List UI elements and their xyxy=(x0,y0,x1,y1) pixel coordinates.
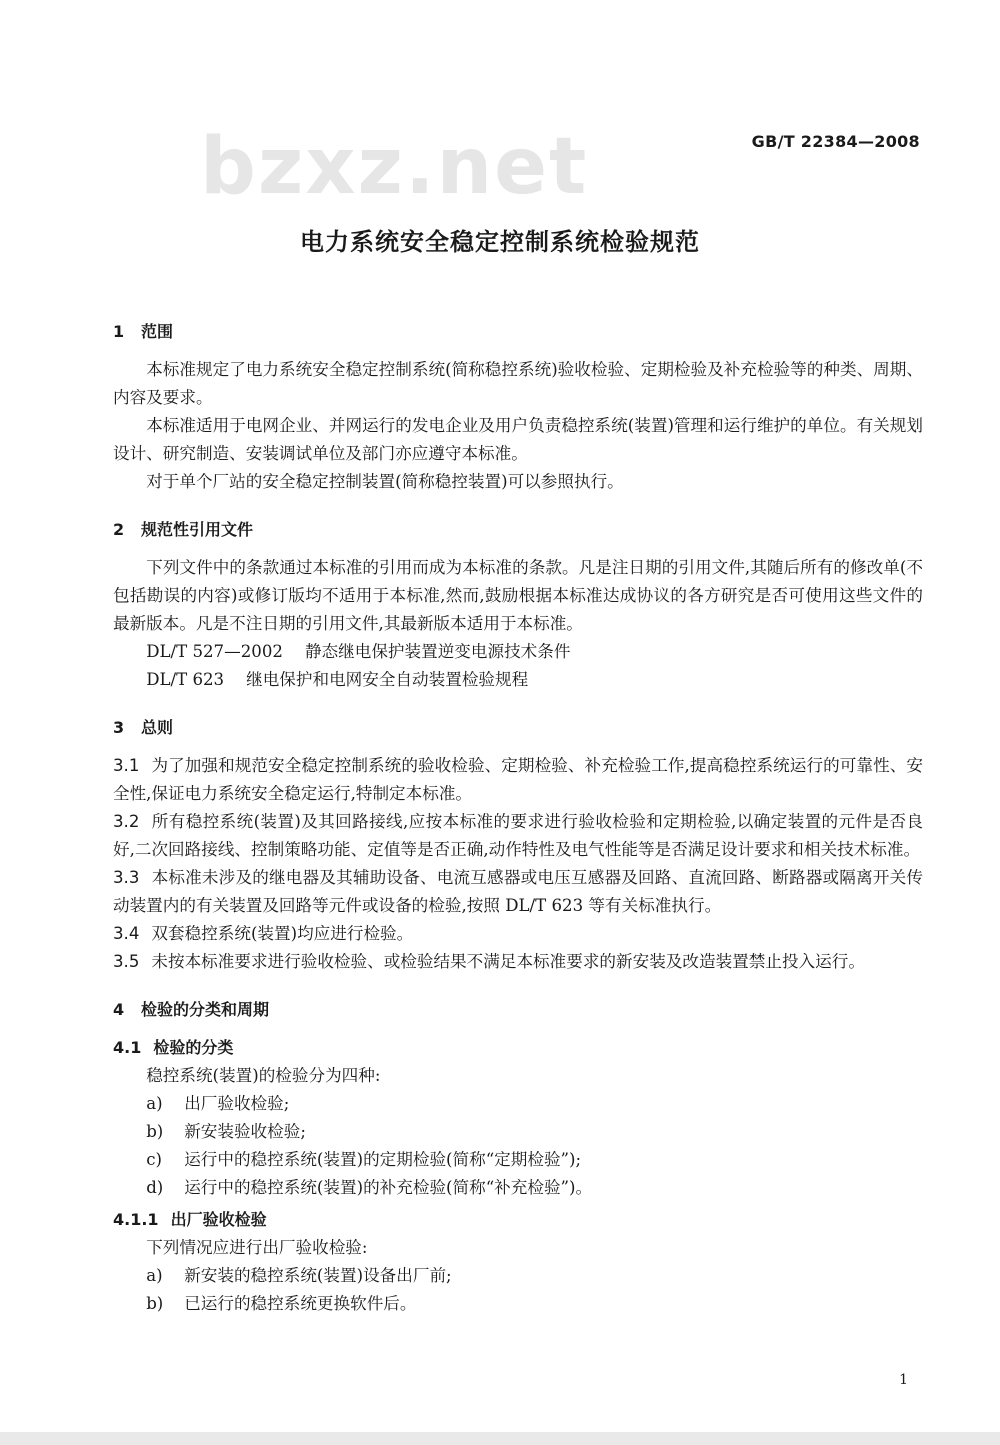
list-text: 已运行的稳控系统更换软件后。 xyxy=(184,1294,417,1313)
paragraph: 下列文件中的条款通过本标准的引用而成为本标准的条款。凡是注日期的引用文件,其随后所有的修改单(不包括勘误的内容)或修订版均不适用于本标准,然而,鼓励根据本标准达成协议的各方研究是否可使用这些文件的最新版本。凡是不注日期的引用文件,其最新版本适用于本标准。 xyxy=(113,558,923,633)
reference-code: DL/T 623 xyxy=(146,670,225,689)
subsection-title: 出厂验收检验 xyxy=(170,1210,267,1229)
subsection-title: 检验的分类 xyxy=(153,1038,234,1057)
section-title: 检验的分类和周期 xyxy=(141,1000,270,1019)
list-item xyxy=(113,1290,923,1318)
page-number: 1 xyxy=(899,1372,908,1388)
section-title: 规范性引用文件 xyxy=(141,520,254,539)
section-heading-3 xyxy=(113,714,923,742)
paragraph: 下列情况应进行出厂验收检验: xyxy=(146,1238,368,1257)
list-marker: a) xyxy=(146,1266,163,1285)
paragraph: 本标准规定了电力系统安全稳定控制系统(简称稳控系统)验收检验、定期检验及补充检验等的种类、周期、内容及要求。 xyxy=(113,360,923,407)
list-text: 出厂验收检验; xyxy=(184,1094,290,1113)
section-number: 4 xyxy=(113,1000,125,1019)
document-body xyxy=(113,318,923,1318)
clause-text: 双套稳控系统(装置)均应进行检验。 xyxy=(151,924,414,943)
clause-text: 未按本标准要求进行验收检验、或检验结果不满足本标准要求的新安装及改造装置禁止投入运行。 xyxy=(151,952,865,971)
clause-text: 为了加强和规范安全稳定控制系统的验收检验、定期检验、补充检验工作,提高稳控系统运行的可靠性、安全性,保证电力系统安全稳定运行,特制定本标准。 xyxy=(113,756,923,803)
clause xyxy=(113,948,923,976)
list-item xyxy=(113,1118,923,1146)
reference-title: 继电保护和电网安全自动装置检验规程 xyxy=(246,670,529,689)
list-text: 运行中的稳控系统(装置)的定期检验(简称“定期检验”); xyxy=(184,1150,582,1169)
clause xyxy=(113,920,923,948)
watermark: bzxz.net xyxy=(200,122,589,212)
section-title: 总则 xyxy=(141,718,174,737)
paragraph: 对于单个厂站的安全稳定控制装置(简称稳控装置)可以参照执行。 xyxy=(146,472,624,491)
section-heading-1 xyxy=(113,318,923,346)
page-bottom-edge xyxy=(0,1432,1000,1445)
list-marker: b) xyxy=(146,1294,164,1313)
clause-number: 3.3 xyxy=(113,868,140,887)
reference-item xyxy=(113,638,923,666)
section-number: 2 xyxy=(113,520,125,539)
section-heading-2 xyxy=(113,516,923,544)
list-text: 新安装的稳控系统(装置)设备出厂前; xyxy=(184,1266,452,1285)
subsection-number: 4.1.1 xyxy=(113,1210,159,1229)
clause-number: 3.2 xyxy=(113,812,140,831)
subsection-number: 4.1 xyxy=(113,1038,142,1057)
list-text: 运行中的稳控系统(装置)的补充检验(简称“补充检验”)。 xyxy=(184,1178,593,1197)
list-text: 新安装验收检验; xyxy=(184,1122,306,1141)
paragraph: 稳控系统(装置)的检验分为四种: xyxy=(146,1066,381,1085)
list-item xyxy=(113,1146,923,1174)
section-heading-4 xyxy=(113,996,923,1024)
list-item xyxy=(113,1262,923,1290)
list-marker: c) xyxy=(146,1150,162,1169)
document-title: 电力系统安全稳定控制系统检验规范 xyxy=(300,228,700,256)
section-number: 3 xyxy=(113,718,125,737)
list-item xyxy=(113,1090,923,1118)
list-marker: a) xyxy=(146,1094,163,1113)
clause-number: 3.5 xyxy=(113,952,140,971)
reference-code: DL/T 527—2002 xyxy=(146,642,283,661)
section-title: 范围 xyxy=(141,322,174,341)
clause-number: 3.4 xyxy=(113,924,140,943)
clause-text: 所有稳控系统(装置)及其回路接线,应按本标准的要求进行验收检验和定期检验,以确定装置的元件是否良好,二次回路接线、控制策略功能、定值等是否正确,动作特性及电气性能等是否满足设计要求和相关技术标准。 xyxy=(113,812,923,859)
list-marker: b) xyxy=(146,1122,164,1141)
list-item xyxy=(113,1174,923,1202)
reference-item xyxy=(113,666,923,694)
paragraph: 本标准适用于电网企业、并网运行的发电企业及用户负责稳控系统(装置)管理和运行维护的单位。有关规划设计、研究制造、安装调试单位及部门亦应遵守本标准。 xyxy=(113,416,923,463)
standard-number: GB/T 22384—2008 xyxy=(751,132,920,151)
clause xyxy=(113,864,923,920)
reference-title: 静态继电保护装置逆变电源技术条件 xyxy=(304,642,571,661)
clause xyxy=(113,808,923,864)
subsection-heading-4-1 xyxy=(113,1034,923,1062)
subsection-heading-4-1-1 xyxy=(113,1206,923,1234)
list-marker: d) xyxy=(146,1178,164,1197)
clause-text: 本标准未涉及的继电器及其辅助设备、电流互感器或电压互感器及回路、直流回路、断路器或隔离开关传动装置内的有关装置及回路等元件或设备的检验,按照 DL/T 623 等有关标准执行。 xyxy=(113,868,923,915)
clause-number: 3.1 xyxy=(113,756,140,775)
clause xyxy=(113,752,923,808)
section-number: 1 xyxy=(113,322,125,341)
